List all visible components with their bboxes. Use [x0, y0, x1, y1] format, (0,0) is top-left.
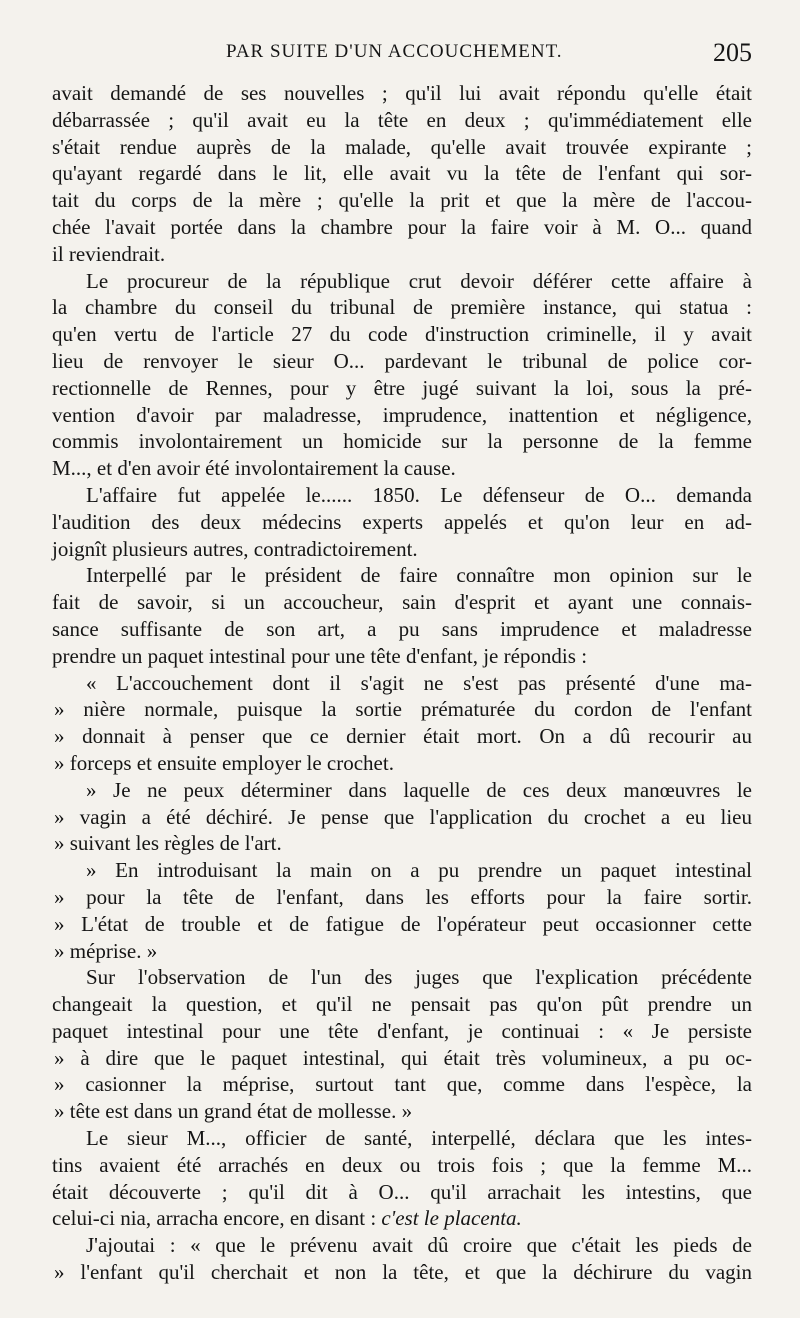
text-line: la chambre du conseil du tribunal de première instance, qui statua : — [52, 295, 752, 320]
text-line: tins avaient été arrachés en deux ou trois fois ; que la femme M... — [52, 1152, 752, 1177]
paragraph-start: Le procureur de la république crut devoir déférer cette affaire à — [86, 268, 752, 293]
paragraph-start: Interpellé par le président de faire connaître mon opinion sur le — [86, 563, 752, 588]
text-line: vention d'avoir par maladresse, imprudence, inattention et négligence, — [52, 402, 752, 427]
quote-start: « L'accouchement dont il s'agit ne s'est pas présenté d'une ma- — [86, 670, 752, 695]
quote-line: » casionner la méprise, surtout tant que, comme dans l'espèce, la — [54, 1072, 752, 1097]
text-line: rectionnelle de Rennes, pour y être jugé suivant la loi, sous la pré- — [52, 375, 752, 400]
text-line: lieu de renvoyer le sieur O... pardevant le tribunal de police cor- — [52, 348, 752, 373]
quote-paragraph-start: » Je ne peux déterminer dans laquelle de ces deux manœuvres le — [86, 777, 752, 802]
paragraph-start: Le sieur M..., officier de santé, interpellé, déclara que les intes- — [86, 1126, 752, 1151]
page-body — [52, 80, 752, 1286]
quote-line: » forceps et ensuite employer le crochet. — [54, 750, 394, 775]
quote-line: » L'état de trouble et de fatigue de l'opérateur peut occasionner cette — [54, 911, 752, 936]
text-line: changeait la question, et qu'il ne pensait pas qu'on pût prendre un — [52, 992, 752, 1017]
text-line: joignît plusieurs autres, contradictoirement. — [52, 536, 418, 561]
quote-line: » à dire que le paquet intestinal, qui était très volumineux, a pu oc- — [54, 1045, 752, 1070]
text-line: il reviendrait. — [52, 241, 166, 266]
text-line: tait du corps de la mère ; qu'elle la prit et que la mère de l'accou- — [52, 188, 752, 213]
text-line: était découverte ; qu'il dit à O... qu'il arrachait les intestins, que — [52, 1179, 752, 1204]
running-title: PAR SUITE D'UN ACCOUCHEMENT. — [226, 41, 563, 62]
text-line: s'était rendue auprès de la malade, qu'elle avait trouvée expirante ; — [52, 134, 752, 159]
text-line: commis involontairement un homicide sur la personne de la femme — [52, 429, 752, 454]
text-line: avait demandé de ses nouvelles ; qu'il lui avait répondu qu'elle était — [52, 81, 752, 105]
text-line: chée l'avait portée dans la chambre pour la faire voir à M. O... quand — [52, 214, 752, 239]
text-segment: celui-ci nia, arracha encore, en disant : — [52, 1206, 382, 1231]
text-line: prendre un paquet intestinal pour une tête d'enfant, je répondis : — [52, 643, 588, 668]
quote-line: » nière normale, puisque la sortie prématurée du cordon de l'enfant — [54, 697, 752, 722]
quote-line: » donnait à penser que ce dernier était mort. On a dû recourir au — [54, 724, 752, 749]
paragraph-start: L'affaire fut appelée le...... 1850. Le défenseur de O... demanda — [86, 482, 752, 507]
page-header — [52, 38, 752, 72]
italic-quote: c'est le placenta. — [381, 1206, 522, 1231]
text-line: sance suffisante de son art, a pu sans imprudence et maladresse — [52, 616, 752, 641]
text-line: fait de savoir, si un accoucheur, sain d'esprit et ayant une connais- — [52, 590, 752, 615]
text-line: l'audition des deux médecins experts appelés et qu'on leur en ad- — [52, 509, 752, 534]
text-line: débarrassée ; qu'il avait eu la tête en deux ; qu'immédiatement elle — [52, 107, 752, 132]
text-line: paquet intestinal pour une tête d'enfant, je continuai : « Je persiste — [52, 1018, 752, 1043]
quote-line: » vagin a été déchiré. Je pense que l'application du crochet a eu lieu — [54, 804, 752, 829]
text-line: qu'ayant regardé dans le lit, elle avait vu la tête de l'enfant qui sor- — [52, 161, 752, 186]
text-line: qu'en vertu de l'article 27 du code d'instruction criminelle, il y avait — [52, 322, 752, 347]
paragraph-start: J'ajoutai : « que le prévenu avait dû croire que c'était les pieds de — [86, 1233, 752, 1258]
text-line: M..., et d'en avoir été involontairement la cause. — [52, 456, 456, 481]
quote-line: » suivant les règles de l'art. — [54, 831, 282, 856]
paragraph-start: Sur l'observation de l'un des juges que l'explication précédente — [86, 965, 752, 990]
text-line-with-italic — [52, 1205, 752, 1232]
page-number: 205 — [713, 38, 752, 67]
quote-paragraph-start: » En introduisant la main on a pu prendre un paquet intestinal — [86, 858, 752, 883]
quote-line: » tête est dans un grand état de mollesse. » — [54, 1099, 413, 1124]
quote-line: » méprise. » — [54, 938, 158, 963]
quote-line: » pour la tête de l'enfant, dans les efforts pour la faire sortir. — [54, 884, 752, 909]
quote-line: » l'enfant qu'il cherchait et non la tête, et que la déchirure du vagin — [54, 1260, 752, 1285]
